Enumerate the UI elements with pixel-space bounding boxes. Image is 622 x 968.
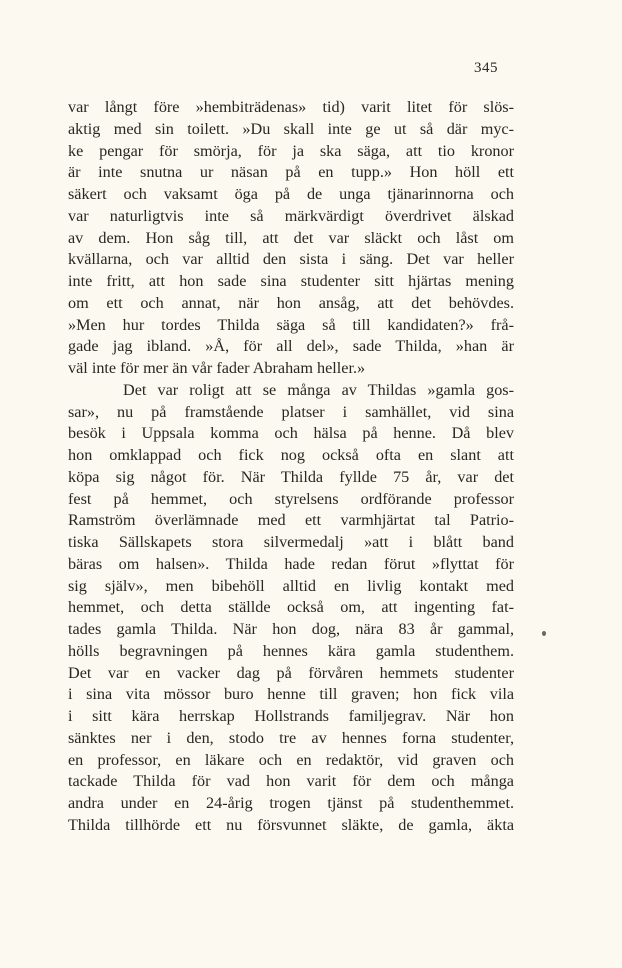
text-line: sänktes ner i den, stodo tre av hennes forna studenter, <box>68 728 514 747</box>
text-line: Det var en vacker dag på förvåren hemmets studenter <box>68 663 514 682</box>
text-line: om ett och annat, när hon ansåg, att det behövdes. <box>68 293 514 312</box>
text-line: sar», nu på framstående platser i samhället, vid sina <box>68 402 514 421</box>
text-line: aktig med sin toilett. »Du skall inte ge ut så där myc- <box>68 119 514 138</box>
body-text <box>68 97 514 837</box>
text-line: köpa sig något för. När Thilda fyllde 75 år, var det <box>68 467 514 486</box>
text-line: bäras om halsen». Thilda hade redan förut »flyttat för <box>68 554 514 573</box>
text-line: hon omklappad och fick nog också ofta en slant att <box>68 446 514 464</box>
text-line: av dem. Hon såg till, att det var släckt och låst om <box>68 228 514 247</box>
text-line: i sitt kära herrskap Hollstrands familjegrav. När hon <box>68 707 514 725</box>
text-line: Ramström överlämnade med ett varmhjärtat tal Patrio- <box>68 511 514 530</box>
text-line: kvällarna, och var alltid den sista i säng. Det var heller <box>68 250 514 269</box>
text-line: väl inte för mer än vår fader Abraham heller.» <box>68 359 366 377</box>
page-number: 345 <box>474 60 498 76</box>
text-line: tackade Thilda för vad hon varit för dem och många <box>68 772 514 791</box>
text-line: andra under en 24-årig trogen tjänst på studenthemmet. <box>68 794 514 812</box>
text-line: var långt före »hembiträdenas» tid) varit litet för slös- <box>68 98 514 116</box>
text-line: en professor, en läkare och en redaktör, vid graven och <box>68 750 514 769</box>
text-line: gade jag ibland. »Å, för all del», sade Thilda, »han är <box>68 337 514 356</box>
text-line: inte fritt, att hon sade sina studenter sitt hjärtas mening <box>68 272 514 290</box>
text-line: besök i Uppsala komma och hälsa på henne. Då blev <box>68 424 514 443</box>
paper-speck <box>542 631 546 636</box>
text-line: tades gamla Thilda. När hon dog, nära 83 år gammal, <box>68 620 514 638</box>
text-line: »Men hur tordes Thilda säga så till kandidaten?» frå- <box>68 315 514 334</box>
text-line: hölls begravningen på hennes kära gamla studenthem. <box>68 641 514 660</box>
text-line: Det var roligt att se många av Thildas »gamla gos- <box>123 380 514 399</box>
text-line: hemmet, och detta ställde också om, att ingenting fat- <box>68 598 514 617</box>
text-line: tiska Sällskapets stora silvermedalj »att i blått band <box>68 533 514 551</box>
text-line: är inte snutna ur näsan på en tupp.» Hon höll ett <box>68 163 514 182</box>
text-line: sig själv», men bibehöll alltid en livlig kontakt med <box>68 576 514 595</box>
text-line: i sina vita mössor buro henne till graven; hon fick vila <box>68 685 514 704</box>
text-line: fest på hemmet, och styrelsens ordförande professor <box>68 489 514 508</box>
text-line: säkert och vaksamt öga på de unga tjänarinnorna och <box>68 185 514 203</box>
text-line: Thilda tillhörde ett nu försvunnet släkte, de gamla, äkta <box>68 815 514 834</box>
text-line: ke pengar för smörja, för ja ska säga, att tio kronor <box>68 141 514 160</box>
text-line: var naturligtvis inte så märkvärdigt överdrivet älskad <box>68 206 514 225</box>
